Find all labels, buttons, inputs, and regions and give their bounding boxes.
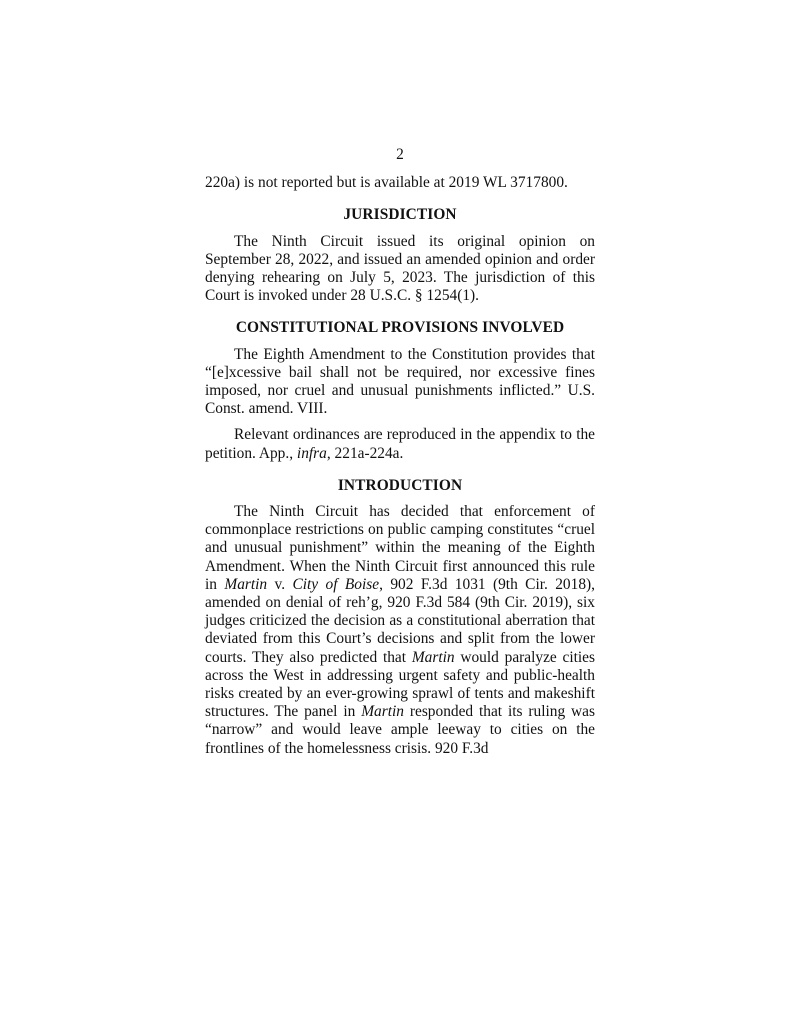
ordinances-text-2: , 221a-224a. [326,444,404,462]
infra-italic: infra [296,444,327,462]
intro-text-4: would paralyze cities across the West in addressing urgent safety and public-health risks created by an ever-growing sprawl of tents and makeshift structures. The panel in [205,648,595,721]
case-name-martin-2: Martin [411,648,455,666]
case-name-martin: Martin [224,575,268,593]
document-page [205,146,595,758]
introduction-heading: INTRODUCTION [337,476,463,494]
jurisdiction-paragraph: The Ninth Circuit issued its original opinion on September 28, 2022, and issued an amended opinion and order denying rehearing on July 5, 2023. The jurisdiction of this Court is invoked under 28 U.S.C. § 1254(1). [205,232,595,305]
case-name-city-of-boise: City of Boise [292,575,380,593]
constitutional-provisions-heading: CONSTITUTIONAL PROVISIONS INVOLVED [235,319,565,337]
intro-text-1: The Ninth Circuit has decided that enforcement of commonplace restrictions on public camping constitutes “cruel and unusual punishment” within the meaning of the Eighth Amendment. When the Ninth Circuit first announced this rule in [205,503,595,593]
ordinances-paragraph [205,426,595,462]
case-name-martin-3: Martin [361,703,404,721]
ordinances-text-1: Relevant ordinances are reproduced in the appendix to the petition. App., [205,426,595,462]
intro-text-2: v. [267,575,293,593]
lead-paragraph: 220a) is not reported but is available at 2019 WL 3717800. [205,174,568,192]
page-number: 2 [396,146,404,163]
jurisdiction-heading: JURISDICTION [343,206,457,224]
intro-text-5: responded that its ruling was “narrow” and would leave ample leeway to cities on the frontlines of the homelessness crisis. 920 F.3d [205,703,595,757]
eighth-amendment-paragraph: The Eighth Amendment to the Constitution provides that “[e]xcessive bail shall not be required, nor excessive fines imposed, nor cruel and unusual punishments inflicted.” U.S. Const. amend. VIII. [205,345,595,418]
intro-text-3: , 902 F.3d 1031 (9th Cir. 2018), amended on denial of reh’g, 920 F.3d 584 (9th Cir. 2019), six judges criticized the decision as a constitutional aberration that deviated from this Court’s decisions and split from the lower courts. They also predicted that [205,575,595,666]
introduction-paragraph [205,503,595,758]
